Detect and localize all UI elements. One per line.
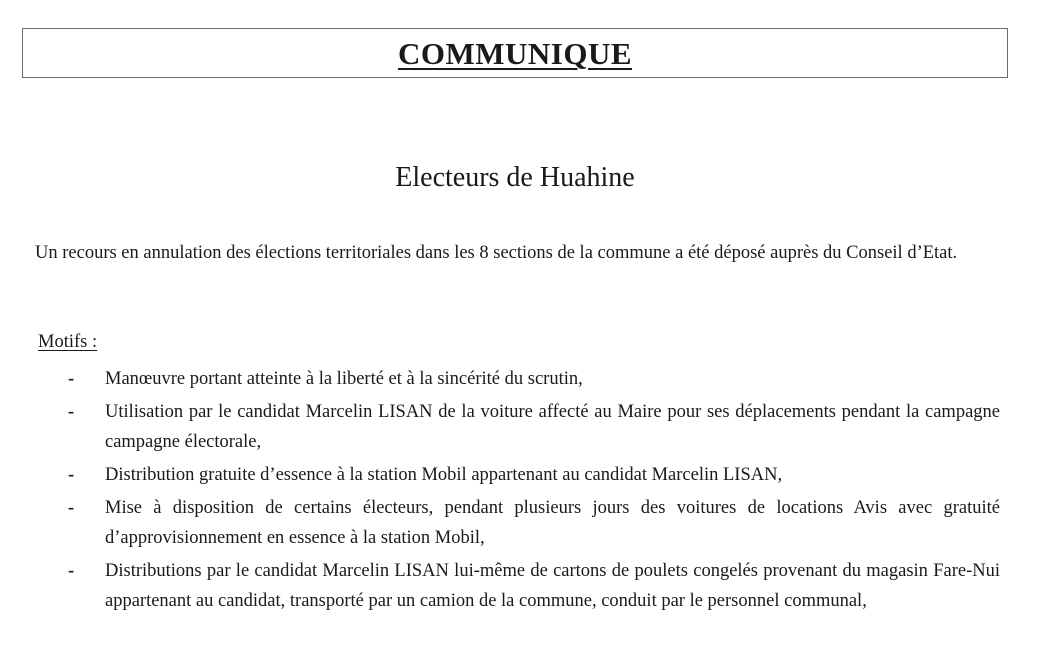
motif-text-1: Manœuvre portant atteinte à la liberté et à la sincérité du scrutin, [105, 369, 583, 389]
motifs-list [0, 364, 1050, 619]
motif-item-3 [0, 460, 1000, 490]
motif-item-1 [0, 364, 1000, 394]
document-subtitle: Electeurs de Huahine [395, 162, 635, 193]
bullet-dash: - [68, 465, 75, 485]
motif-item-5 [0, 556, 1000, 616]
motif-text-4: Mise à disposition de certains électeurs, pendant plusieurs jours des voitures de locations Avis avec gratuité d’approvisionnement en essence à la station Mobil, [105, 498, 1000, 548]
document-title: COMMUNIQUE [397, 36, 633, 71]
motif-text-2: Utilisation par le candidat Marcelin LISAN de la voiture affecté au Maire pour ses déplacements pendant la campagne campagne électorale, [105, 402, 1000, 452]
bullet-dash: - [68, 561, 75, 581]
title-box [22, 28, 1008, 78]
bullet-dash: - [68, 402, 75, 422]
motif-item-2 [0, 397, 1000, 457]
motif-item-4 [0, 493, 1000, 553]
motifs-label: Motifs : [38, 332, 98, 352]
bullet-dash: - [68, 498, 75, 518]
intro-paragraph: Un recours en annulation des élections territoriales dans les 8 sections de la commune a été déposé auprès du Conseil d’Etat. [35, 243, 958, 263]
motif-text-5: Distributions par le candidat Marcelin LISAN lui-même de cartons de poulets congelés provenant du magasin Fare-Nui appartenant au candidat, transporté par un camion de la commune, conduit par le personnel communal, [105, 561, 1000, 611]
motif-text-3: Distribution gratuite d’essence à la station Mobil appartenant au candidat Marcelin LISAN, [105, 465, 783, 485]
bullet-dash: - [68, 369, 75, 389]
